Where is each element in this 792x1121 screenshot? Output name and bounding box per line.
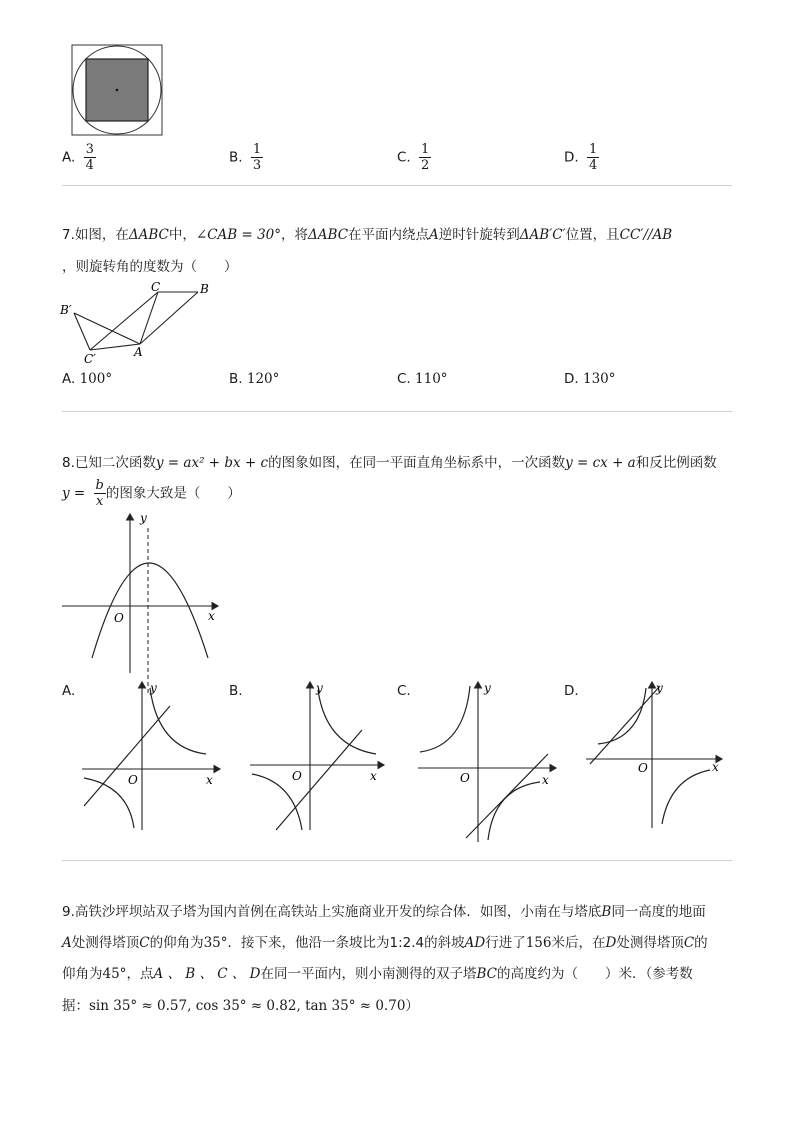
q8-question-line1: 8.已知二次函数y = ax² + bx + c的图象如图，在同一平面直角坐标系中，一次函数y = cx + a和反比例函数 <box>62 455 717 471</box>
q9-question-line4: 据：sin 35° ≈ 0.57, cos 35° ≈ 0.82, tan 35° ≈ 0.70） <box>62 998 419 1014</box>
q9-question-line2: A处测得塔顶C的仰角为35°．接下来，他沿一条坡比为1:2.4的斜坡AD行进了156米后，在D处测得塔顶C的 <box>62 935 708 951</box>
q7-question-line2: ，则旋转角的度数为（ ） <box>62 259 238 275</box>
q8-option-b[interactable]: B. <box>229 683 243 699</box>
q8-question-line2: y = $\frac{b}{x}$ 的图象大致是（ ） <box>62 478 241 509</box>
q8-d-y-label: y <box>656 681 663 695</box>
q7-label-b: B <box>200 282 209 296</box>
q8-main-graph <box>60 508 230 693</box>
q8-option-d[interactable]: D. <box>564 683 579 699</box>
q7-label-c: C <box>151 280 161 294</box>
divider-2 <box>62 411 732 412</box>
q6-figure <box>70 43 165 138</box>
q6-option-c-fraction: $\frac{1}{2}$ <box>421 142 430 173</box>
q9-question-line1: 9.高铁沙坪坝站双子塔为国内首例在高铁站上实施商业开发的综合体．如图，小南在与塔底B同一高度的地面 <box>62 904 706 920</box>
q9-question-line3: 仰角为45°，点A 、 B 、 C 、 D在同一平面内，则小南测得的双子塔BC的高度约为（ ）米．（参考数 <box>62 966 693 982</box>
q6-option-a[interactable]: A. $\frac{3}{4}$ <box>62 142 94 173</box>
q8-inverse-fraction: $\frac{b}{x}$ <box>95 478 104 509</box>
q6-option-b[interactable]: B. $\frac{1}{3}$ <box>229 142 262 173</box>
q6-option-d-fraction: $\frac{1}{4}$ <box>588 142 598 173</box>
q7-label-b-prime: B′ <box>60 303 72 317</box>
q7-option-b[interactable]: B. 120° <box>229 371 280 387</box>
q7-label-a: A <box>134 345 143 359</box>
q8-option-a[interactable]: A. <box>62 683 76 699</box>
q8-option-b-graph[interactable] <box>246 678 396 838</box>
q8-c-origin: O <box>460 771 470 785</box>
divider-3 <box>62 860 732 861</box>
q8-a-origin: O <box>128 773 138 787</box>
q8-option-c[interactable]: C. <box>397 683 411 699</box>
q7-figure <box>58 280 218 365</box>
q7-label-c-prime: C′ <box>84 352 96 365</box>
q7-option-d[interactable]: D. 130° <box>564 371 616 387</box>
q8-main-y-label: y <box>140 511 147 525</box>
q6-option-c[interactable]: C. $\frac{1}{2}$ <box>397 142 430 173</box>
q8-main-x-label: x <box>208 609 215 623</box>
q8-option-a-graph[interactable] <box>78 678 228 838</box>
q8-c-y-label: y <box>484 681 491 695</box>
q8-c-x-label: x <box>542 773 549 787</box>
q8-b-x-label: x <box>370 769 377 783</box>
q8-d-x-label: x <box>712 760 719 774</box>
q6-option-a-fraction: $\frac{3}{4}$ <box>85 142 94 173</box>
divider-1 <box>62 185 732 186</box>
q8-b-y-label: y <box>316 681 323 695</box>
q7-question-line1: 7.如图，在ΔABC中，∠CAB = 30°，将ΔABC在平面内绕点A逆时针旋转到ΔAB′C′位置，且CC′//AB <box>62 227 673 243</box>
q6-option-d[interactable]: D. $\frac{1}{4}$ <box>564 142 598 173</box>
q8-a-y-label: y <box>150 681 157 695</box>
q8-b-origin: O <box>292 769 302 783</box>
q8-option-c-graph[interactable] <box>414 678 564 848</box>
q6-option-b-fraction: $\frac{1}{3}$ <box>252 142 262 173</box>
q8-main-origin: O <box>114 611 124 625</box>
q8-a-x-label: x <box>206 773 213 787</box>
q7-option-c[interactable]: C. 110° <box>397 371 448 387</box>
q7-option-a[interactable]: A. 100° <box>62 371 113 387</box>
q8-option-d-graph[interactable] <box>582 678 732 838</box>
q8-d-origin: O <box>638 761 648 775</box>
